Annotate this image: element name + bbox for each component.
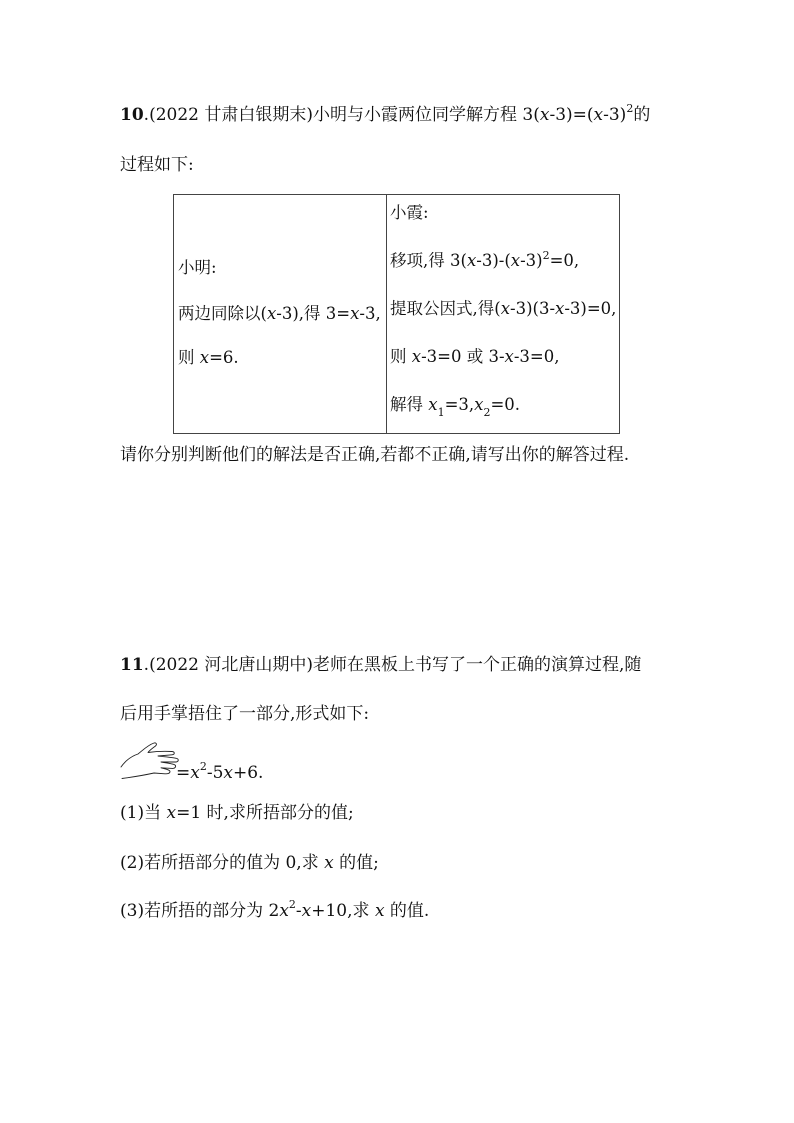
table-divider	[386, 195, 387, 433]
xia-step1: 移项,得 $3(x-3)-(x-3)^2=0$,	[390, 248, 580, 270]
ming-step2: 则 x=6.	[178, 348, 239, 367]
ming-title: 小明:	[178, 258, 217, 277]
q11-part2: (2)若所捂部分的值为 0,求 x 的值;	[120, 853, 379, 873]
q11-intro-line2: 后用手掌捂住了一部分,形式如下:	[120, 704, 370, 724]
ming-step1: 两边同除以(x-3),得 3=x-3,	[178, 304, 381, 323]
q11-equation: $=x^2-5x+6$.	[176, 760, 264, 783]
xia-step2: 提取公因式,得(x-3)(3-x-3)=0,	[390, 299, 617, 318]
q10-question: 请你分别判断他们的解法是否正确,若都不正确,请写出你的解答过程.	[120, 445, 630, 465]
xia-title: 小霞:	[390, 203, 429, 222]
xia-step3: 则 x-3=0 或 3-x-3=0,	[390, 347, 560, 366]
q11-intro: 11.(2022 河北唐山期中)老师在黑板上书写了一个正确的演算过程,随	[120, 655, 642, 675]
q11-part3: (3)若所捂的部分为 $2x^2-x+10$,求 x 的值.	[120, 898, 430, 921]
q11-part1: (1)当 x=1 时,求所捂部分的值;	[120, 803, 354, 823]
q10-number: 10	[120, 105, 144, 125]
q10-intro-line2: 过程如下:	[120, 155, 194, 175]
q11-number: 11	[120, 655, 144, 675]
xia-step4: 解得 $x_1=3,x_2=0$.	[390, 395, 521, 420]
hand-icon	[118, 740, 180, 784]
solution-table	[173, 194, 620, 434]
q10-intro: 10.(2022 甘肃白银期末)小明与小霞两位同学解方程 $3(x-3)=(x-3)^2$的	[120, 102, 651, 125]
